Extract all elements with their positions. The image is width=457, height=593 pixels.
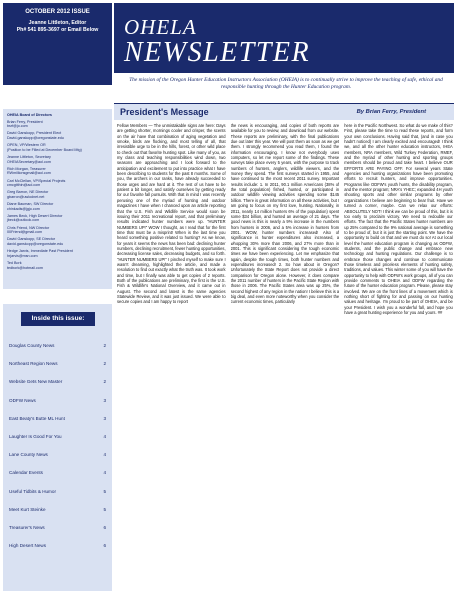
article-heading: President's Message bbox=[120, 107, 209, 117]
toc-item-page: 6 bbox=[103, 543, 106, 549]
board-member-name: Diane Bauman, SW Director bbox=[7, 202, 54, 207]
board-member bbox=[7, 237, 108, 246]
board-member-email[interactable]: David.ganskopp@oregonstate.edu bbox=[7, 135, 64, 140]
board-member-email[interactable]: (Position to be Filled at December Board Mtg) bbox=[7, 147, 82, 152]
toc-item-page: 4 bbox=[103, 452, 106, 458]
left-sidebar bbox=[3, 3, 112, 590]
article-text: here in the Pacific Northwest. So what do we make of this? First, please take the time to read these reports, and form your own conclusions. Having said that, (and in case you hadn't noticed) I am clearly excited and encouraged! I think we, and all the other hunter education instructors, IHEA members, NRA members, Wild Turkey Federation, RMEF, and the myriad of other hunting and sporting groups members should be proud and take heart. I believe OUR EFFORTS ARE PAYING OFF. For several years State Agencies and hunting organizations have been promoting efforts to recruit hunters, and improve opportunities. Programs like ODFW's youth hunts, the disability program, and the mentor program; NRA's YHEC; expanded 4H youth shooting sports and other similar programs by other organizations I believe are beginning to bear fruit. Have we turned a corner, maybe. Can we relax our efforts: ABSOLUTELY NOT! I think we can be proud of this, but it is too early to proclaim victory. We need to redouble our efforts. The fact that the Pacific States hunter numbers are up 25% compared to the 9% national average is something to be proud of, but it is just the starting point. We have the opportunity to build on that and we must do so! At our local level the hunter education program is changing as ODFW, students, and the public change and embrace new technology and hunting regulations. Our challenge is to embrace those changes and continue to communicate those timeless and priceless elements of hunting safety, traditions, and values. This winter some of you will have the opportunity to help with ODFW's work groups, all of you can provide comments to OHEIA and ODFW regarding the future of the hunter education program. Please, please stay involved. We are on the front lines of a movement which is nothing short of fighting for and passing on our hunting values and heritage. I'm proud to be part of OHEIA, and be your President. I wish you a wonderful fall, and hope you have a great hunting experience for you and yours. ## bbox=[344, 123, 453, 316]
toc-item-page: 2 bbox=[103, 343, 106, 348]
board-member-name: James Beck, High Desert Director bbox=[7, 213, 63, 218]
toc-item[interactable] bbox=[9, 469, 106, 487]
board-member-email[interactable]: jbeck@outlook.com bbox=[7, 218, 40, 223]
toc-item-label: Calendar Events bbox=[9, 470, 43, 476]
board-member-name: Jeanne Littleton, Secretary bbox=[7, 154, 51, 159]
board-member-email[interactable]: hrjarvis@msn.com bbox=[7, 253, 38, 258]
article-text: the news is encouraging, and copies of both reports are available for you to review, and download from our website. These reports are preliminary, with the final publications due out later this year. We will post them as soon as we get them. I strongly recommend you read them, I found the information encouraging. I know not everybody uses computers, so let me report some of the findings. These surveys take place every 5 years, with the purpose to track numbers of hunters, anglers, wildlife viewers, and the money they spend. The first surveys started in 1955, and have continued to the most recent 2011 survey. Important results include: 1. In 2011, 90.1 million Americans (38% of the total population) fished, hunted, or participated in outdoor wildlife viewing activities spending some $145 billion. There is great information on all these activities, but I am going to focus on my first love, hunting. Nationally, in 2011, nearly 14 million hunters 6% of the population) spent some $34 billion, and hunted an average of 21 days. The good news is this is nearly a 9% increase in the numbers from hunters in 2006, and a 5% increase in hunters from 2001. WOW, hunter numbers increased! Also of significance is hunter expenditures also increased, a whopping 30% more than 2006, and 27% more than in 2001. This is significant considering the tough economic times we have been experiencing. Let me emphasize that again, despite the tough times, both hunter numbers and expenditures increased! 2. So how about in Oregon? Unfortunately the State Report does not provide a direct comparison for Oregon alone. However, it does compare the 2011 number of hunters in the Pacific State Region with those in 2006. The Pacific States area was up 25%, the second highest of any region in the nation! I believe this is a big deal, and even more noteworthy when you consider the current economic times, particularly bbox=[230, 123, 340, 305]
toc-item-page: 4 bbox=[103, 433, 106, 439]
board-member-name: Carl McClellan, VP/Special Projects bbox=[7, 178, 66, 183]
toc-item-label: Website Gets New Master bbox=[9, 379, 63, 385]
table-of-contents bbox=[9, 342, 106, 560]
board-member bbox=[7, 120, 108, 129]
board-member-name: Greg Barron, NE Director bbox=[7, 190, 49, 195]
board-member-email[interactable]: 00Friend@gmail.com bbox=[7, 230, 43, 235]
board-member-name: David Ganskopp, President Elect bbox=[7, 131, 62, 136]
toc-item[interactable] bbox=[9, 415, 106, 433]
board-member bbox=[7, 190, 108, 199]
toc-item-label: ODFW News bbox=[9, 397, 36, 403]
toc-item[interactable] bbox=[9, 506, 106, 524]
board-member-email[interactable]: RWmillionsgmail@aol.com bbox=[7, 171, 51, 176]
board-member bbox=[7, 131, 108, 140]
editor-contact: Ph# 541 895-3697 or Email Below bbox=[16, 27, 99, 33]
article-column-3 bbox=[344, 123, 453, 590]
toc-item-label: Treasurer's News bbox=[9, 524, 45, 530]
issue-date: OCTOBER 2012 ISSUE bbox=[25, 9, 90, 15]
toc-item-page: 5 bbox=[103, 488, 106, 494]
editor-name: Jeanne Littleton, Editor bbox=[28, 20, 87, 26]
board-member-email[interactable]: gbarron@uwlodnet.net bbox=[7, 194, 45, 199]
toc-item-label: High Desert News bbox=[9, 543, 47, 549]
article-body bbox=[117, 123, 453, 590]
toc-item-page: 6 bbox=[103, 524, 106, 530]
board-member bbox=[7, 214, 108, 223]
toc-item-label: Meet Kurt Steinke bbox=[9, 506, 46, 512]
board-member bbox=[7, 179, 108, 188]
board-member-email[interactable]: david.ganskopp@oregonstate.edu bbox=[7, 242, 64, 246]
article-byline: By Brian Ferry, President bbox=[356, 109, 426, 115]
board-member-name: Ted Bork bbox=[7, 260, 22, 265]
toc-item[interactable] bbox=[9, 397, 106, 415]
board-member-name: David Ganskopp, SE Director bbox=[7, 237, 56, 242]
toc-item-label: Laughter Is Good For You bbox=[9, 433, 62, 439]
toc-item[interactable] bbox=[9, 433, 106, 451]
board-member bbox=[7, 155, 108, 164]
toc-item[interactable] bbox=[9, 342, 106, 360]
toc-item-label: Douglas County News bbox=[9, 343, 55, 348]
board-member-name: Hedge Jarvis, Immediate Past President bbox=[7, 249, 73, 254]
toc-item-label: East Beaty's Butte ML Hunt bbox=[9, 415, 65, 421]
issue-info-box bbox=[3, 3, 112, 85]
presidents-message-header bbox=[114, 103, 454, 120]
toc-item-page: 2 bbox=[103, 361, 106, 367]
board-member-email[interactable]: tedbork@hotmail.com bbox=[7, 265, 43, 270]
toc-item-page: 2 bbox=[103, 379, 106, 385]
toc-item-page: 5 bbox=[103, 506, 106, 512]
toc-item[interactable] bbox=[9, 360, 106, 378]
toc-item[interactable] bbox=[9, 488, 106, 506]
board-member-list bbox=[7, 120, 108, 271]
board-title: OHEIA Board of Directors bbox=[7, 113, 52, 117]
board-member bbox=[7, 202, 108, 211]
toc-item[interactable] bbox=[9, 524, 106, 542]
board-member-name: Chris Friend, NW Director bbox=[7, 225, 50, 230]
inside-title-frame bbox=[21, 312, 95, 326]
board-member-name: Brian Ferry, President bbox=[7, 119, 43, 124]
toc-item-page: 3 bbox=[103, 415, 106, 421]
board-member bbox=[7, 143, 108, 152]
inside-this-issue-box bbox=[3, 304, 112, 591]
board-of-directors bbox=[3, 109, 112, 289]
article-text: Fellow Members — The unmistakable signs are here: Days are getting shorter, mornings cooler and crisper, the scents on the air have that combination of aging vegetation and smoke, birds are flocking, and most telling of all, that irresistible urge to be in the hills, forest, or other wild place to check out that favorite hunting spot. Like many of you, as my class and teaching responsibilities wind down, two seasons are approaching and I look forward to the anticipation and excitement to put into practice what I have been describing to students for the past 8 months. Some of you, the archers in our ranks, have already succeeded to those urges and are hard at it. The rest of us have to be patient a bit longer, and satisfy ourselves by getting ready for our favorite fall pursuits. With that in mind I was recently perusing one of the myriad of hunting and outdoor magazines I have when I chanced upon an article reporting that the U.S. Fish and Wildlife Service would soon be issuing their 2011 recreational report, and that preliminary results indicated hunter numbers were up. "HUNTER NUMBERS UP!" WOW I thought, as I read that for the first time that must be a misprint! When is the last time you heard something positive related to hunting? As we know, for years it seems the news has been bad: declining hunter numbers, declining recruitment, fewer hunting opportunities, decreasing license sales, decreasing budgets, and so forth. "HUNTER NUMBERS UP!" I pinched myself to make sure I wasn't dreaming, highlighted the article, and made a resolution to find out exactly what the truth was. It took work and time, but I finally was able to get copies of 2 reports. Both of the publications are preliminary, the first is the U.S. Fish & Wildlife's National Overview, and it came out in August. The second and latest is the same agencies Statewide Review, and it was just issued. We were able to secure copies and I am happy to report bbox=[117, 123, 226, 305]
toc-item[interactable] bbox=[9, 378, 106, 396]
article-column-2 bbox=[231, 123, 340, 590]
mission-statement: The mission of the Oregon Hunter Education Instructors Association (OHEIA) is to continually strive to improve the teaching of safe, ethical and responsible hunting through the Hunter Education program. bbox=[129, 77, 443, 90]
toc-item-page: 3 bbox=[103, 397, 106, 403]
masthead-title-line1: OHELA bbox=[124, 15, 197, 39]
toc-item[interactable] bbox=[9, 542, 106, 560]
board-member bbox=[7, 249, 108, 258]
toc-item-page: 4 bbox=[103, 470, 106, 476]
board-member-name: OPEN, VP/Western OR bbox=[7, 143, 46, 148]
board-member-email[interactable]: OHEIASecretary@aol.com bbox=[7, 159, 51, 164]
board-member-email[interactable]: chinkadis@jgjo.com bbox=[7, 206, 40, 211]
toc-item-label: Useful Tidbits & Humor bbox=[9, 488, 56, 494]
board-member bbox=[7, 167, 108, 176]
board-member-email[interactable]: bsrf@jo.com bbox=[7, 124, 28, 129]
board-member bbox=[7, 261, 108, 270]
masthead-title-line2: NEWSLETTER bbox=[124, 37, 311, 68]
board-member-name: Rich Morgan, Treasurer bbox=[7, 166, 46, 171]
article-column-1 bbox=[117, 123, 226, 590]
board-member-email[interactable]: cmcgtithin@aol.com bbox=[7, 183, 41, 188]
toc-item[interactable] bbox=[9, 451, 106, 469]
board-member bbox=[7, 226, 108, 235]
toc-item-label: Lane County News bbox=[9, 452, 48, 458]
toc-item-label: Northeast Region News bbox=[9, 361, 58, 367]
inside-title: Inside this issue: bbox=[31, 315, 85, 322]
masthead bbox=[114, 3, 454, 73]
